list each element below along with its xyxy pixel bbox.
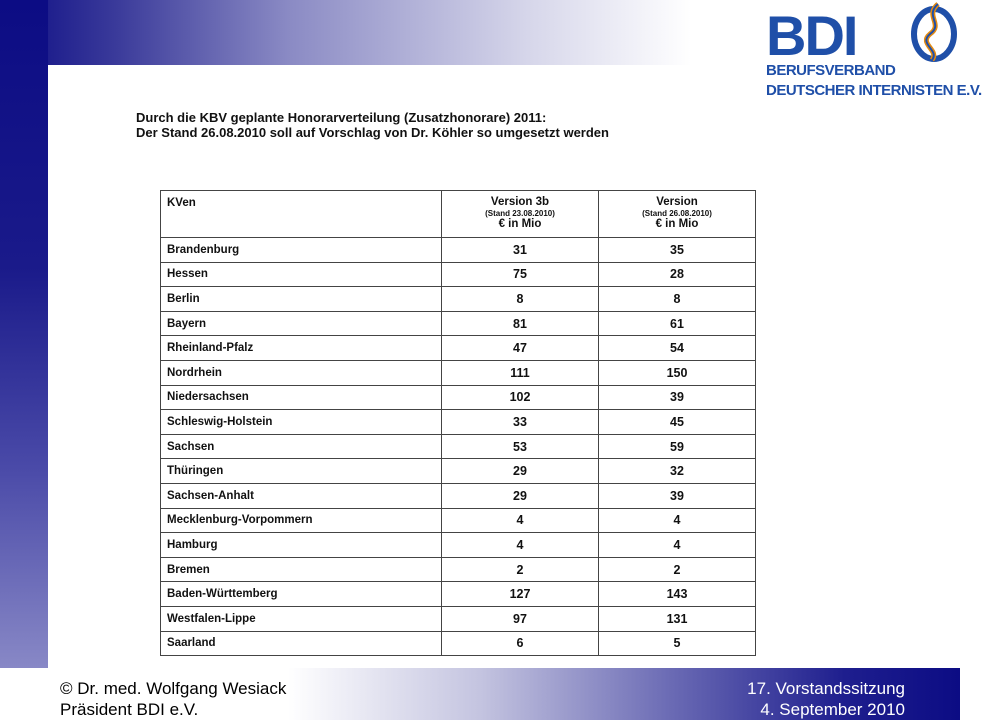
logo-line-2: DEUTSCHER INTERNISTEN E.V. (766, 82, 982, 99)
version-value-cell: 143 (599, 582, 756, 607)
table-row (161, 238, 756, 263)
logo-line-1: BERUFSVERBAND (766, 62, 896, 79)
header-version-3b-stand: (Stand 23.08.2010) (485, 209, 555, 218)
version-3b-value-cell: 29 (442, 459, 599, 484)
table-row (161, 631, 756, 656)
version-3b-value-cell: 29 (442, 483, 599, 508)
table-row (161, 557, 756, 582)
table-row (161, 459, 756, 484)
version-value-cell: 28 (599, 262, 756, 287)
header-version (599, 191, 756, 238)
version-value-cell: 5 (599, 631, 756, 656)
kv-name-cell: Bayern (161, 311, 442, 336)
kv-name-cell: Nordrhein (161, 360, 442, 385)
kv-name-cell: Thüringen (161, 459, 442, 484)
table-row (161, 262, 756, 287)
table-row (161, 410, 756, 435)
version-3b-value-cell: 6 (442, 631, 599, 656)
footer-date: 4. September 2010 (760, 700, 905, 719)
version-value-cell: 32 (599, 459, 756, 484)
logo-wordmark: BDI (766, 4, 857, 67)
kv-name-cell: Bremen (161, 557, 442, 582)
kv-name-cell: Westfalen-Lippe (161, 606, 442, 631)
version-value-cell: 59 (599, 434, 756, 459)
kv-name-cell: Sachsen (161, 434, 442, 459)
footer-meeting: 17. Vorstandssitzung (747, 679, 905, 698)
version-value-cell: 45 (599, 410, 756, 435)
kv-name-cell: Mecklenburg-Vorpommern (161, 508, 442, 533)
table-row (161, 360, 756, 385)
footer-author: © Dr. med. Wolfgang Wesiack (60, 679, 287, 698)
version-3b-value-cell: 47 (442, 336, 599, 361)
header-version-3b (442, 191, 599, 238)
table-header-row (161, 191, 756, 238)
version-3b-value-cell: 53 (442, 434, 599, 459)
version-3b-value-cell: 97 (442, 606, 599, 631)
slide-heading (136, 110, 609, 140)
version-3b-value-cell: 33 (442, 410, 599, 435)
table-row (161, 336, 756, 361)
version-value-cell: 39 (599, 385, 756, 410)
version-value-cell: 150 (599, 360, 756, 385)
bdi-logo (762, 0, 982, 104)
kv-name-cell: Hamburg (161, 533, 442, 558)
version-value-cell: 8 (599, 287, 756, 312)
version-3b-value-cell: 81 (442, 311, 599, 336)
version-3b-value-cell: 4 (442, 508, 599, 533)
header-version-3b-unit: € in Mio (498, 218, 542, 230)
kv-name-cell: Rheinland-Pfalz (161, 336, 442, 361)
table-body (161, 238, 756, 656)
version-3b-value-cell: 4 (442, 533, 599, 558)
table-row (161, 434, 756, 459)
version-3b-value-cell: 111 (442, 360, 599, 385)
table-row (161, 385, 756, 410)
version-3b-value-cell: 8 (442, 287, 599, 312)
version-value-cell: 4 (599, 508, 756, 533)
version-value-cell: 35 (599, 238, 756, 263)
table-row (161, 582, 756, 607)
kv-name-cell: Brandenburg (161, 238, 442, 263)
kv-name-cell: Saarland (161, 631, 442, 656)
header-version-title: Version (656, 196, 698, 208)
kv-name-cell: Hessen (161, 262, 442, 287)
version-3b-value-cell: 102 (442, 385, 599, 410)
version-3b-value-cell: 75 (442, 262, 599, 287)
table-row (161, 483, 756, 508)
version-3b-value-cell: 2 (442, 557, 599, 582)
header-version-unit: € in Mio (655, 218, 699, 230)
kv-name-cell: Baden-Württemberg (161, 582, 442, 607)
kv-name-cell: Niedersachsen (161, 385, 442, 410)
kv-name-cell: Sachsen-Anhalt (161, 483, 442, 508)
table-row (161, 533, 756, 558)
version-3b-value-cell: 127 (442, 582, 599, 607)
table-row (161, 287, 756, 312)
heading-line-1: Durch die KBV geplante Honorarverteilung (Zusatzhonorare) 2011: (136, 110, 547, 125)
footer-author-title: Präsident BDI e.V. (60, 700, 199, 719)
kv-table (160, 190, 756, 656)
kv-name-cell: Berlin (161, 287, 442, 312)
left-gradient-bar (0, 0, 48, 668)
table-row (161, 311, 756, 336)
version-value-cell: 4 (599, 533, 756, 558)
kv-name-cell: Schleswig-Holstein (161, 410, 442, 435)
header-version-stand: (Stand 26.08.2010) (642, 209, 712, 218)
header-version-3b-title: Version 3b (490, 196, 550, 208)
heading-line-2: Der Stand 26.08.2010 soll auf Vorschlag von Dr. Köhler so umgesetzt werden (136, 125, 609, 140)
version-value-cell: 54 (599, 336, 756, 361)
version-value-cell: 2 (599, 557, 756, 582)
header-kven: KVen (161, 191, 442, 238)
logo-emblem-icon (910, 2, 958, 62)
version-3b-value-cell: 31 (442, 238, 599, 263)
version-value-cell: 39 (599, 483, 756, 508)
version-value-cell: 131 (599, 606, 756, 631)
version-value-cell: 61 (599, 311, 756, 336)
table-row (161, 606, 756, 631)
table-row (161, 508, 756, 533)
